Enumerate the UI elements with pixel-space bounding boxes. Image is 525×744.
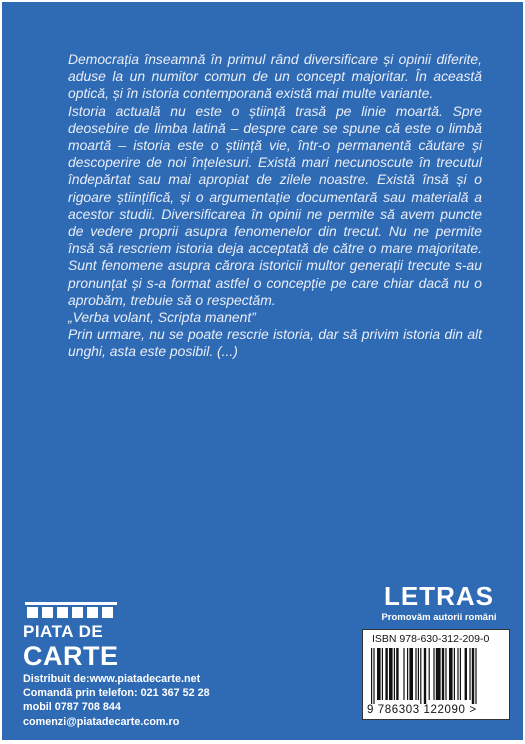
barcode-bar <box>418 648 419 700</box>
contact-line: Comandă prin telefon: 021 367 52 28 <box>23 687 210 700</box>
barcode-bar <box>424 648 426 704</box>
barcode-bar <box>445 648 446 700</box>
barcode-bar <box>420 648 421 704</box>
back-cover <box>2 2 523 740</box>
barcode-bar <box>436 648 441 700</box>
blurb-paragraph: Istoria actuală nu este o știință trasă pe linie moartă. Spre deosebire de limba latină – despre care se spune că este o limbă moartă – istoria este o știință vie, într-o permanentă căutare și descoperire de noi înțelesuri. Există mari necunoscute în trecutul îndepărtat sau mai apropiat de zilele noastre. Există însă și o rigoare științifică, și o argumentație documentară sau materială a acestor studii. Diversificarea în opinii ne permite să avem puncte de vedere proprii asupra fenomenelor din trecut. Nu ne permite însă să rescriem istoria deja acceptată de către o mare majoritate. Sunt fenomene asupra cărora istoricii multor generații trecute s-au pronunțat și s-a format astfel o concepție pe care chiar dacă nu o aprobăm, trebuie să o respectăm. <box>68 102 482 308</box>
barcode-bar <box>385 648 387 700</box>
book-stalls-icon <box>25 602 117 620</box>
barcode-bar <box>396 648 398 700</box>
barcode-bar <box>371 648 372 704</box>
barcode-bar <box>409 648 413 700</box>
barcode-bar <box>407 648 408 700</box>
contact-line: comenzi@piatadecarte.com.ro <box>23 715 180 728</box>
imprint-name: LETRAS <box>384 581 494 611</box>
barcode-bars <box>371 648 503 704</box>
blurb-quote: „Verba volant, Scripta manent” <box>68 309 256 326</box>
blurb-paragraph: Prin urmare, nu se poate rescrie istoria, dar să privim istoria din alt unghi, asta este posibil. (...) <box>68 326 482 360</box>
barcode-bar <box>457 648 458 700</box>
publisher-contact <box>23 672 210 729</box>
blurb-paragraph: Democrația înseamnă în primul rând diversificare și opinii diferite, aduse la un numitor comun de un concept majoritar. În această optică, și în istoria contemporană există mai multe variante. <box>68 51 482 102</box>
barcode-bar <box>472 648 474 704</box>
barcode-bar <box>433 648 434 700</box>
barcode-bar <box>403 648 404 700</box>
barcode-bar <box>389 648 393 700</box>
barcode-bar <box>429 648 430 700</box>
publisher-logo <box>23 602 128 670</box>
barcode-bar <box>460 648 461 700</box>
contact-line: Distribuit de:www.piatadecarte.net <box>23 673 201 685</box>
contact-line: mobil 0787 708 844 <box>23 701 121 714</box>
barcode-bar <box>415 648 416 700</box>
barcode-bar <box>382 648 383 700</box>
barcode-bar <box>469 648 470 700</box>
publisher-name-line1: PIATA DE <box>23 622 104 641</box>
barcode-bar <box>442 648 444 700</box>
barcode-bar <box>449 648 453 700</box>
imprint-logo <box>374 582 504 624</box>
isbn-barcode <box>362 629 510 720</box>
barcode-bar <box>465 648 467 700</box>
blurb-text <box>68 51 482 361</box>
barcode-bar <box>475 648 476 704</box>
barcode-digits: 9 786303 122090 > <box>367 704 477 716</box>
barcode-bar <box>377 648 381 700</box>
isbn-label: ISBN 978-630-312-209-0 <box>372 633 490 645</box>
barcode-bar <box>394 648 395 700</box>
imprint-tagline: Promovăm autorii români <box>381 612 497 623</box>
publisher-name-line2: CARTE <box>23 641 119 671</box>
barcode-bar <box>373 648 374 704</box>
barcode-bar <box>454 648 455 700</box>
